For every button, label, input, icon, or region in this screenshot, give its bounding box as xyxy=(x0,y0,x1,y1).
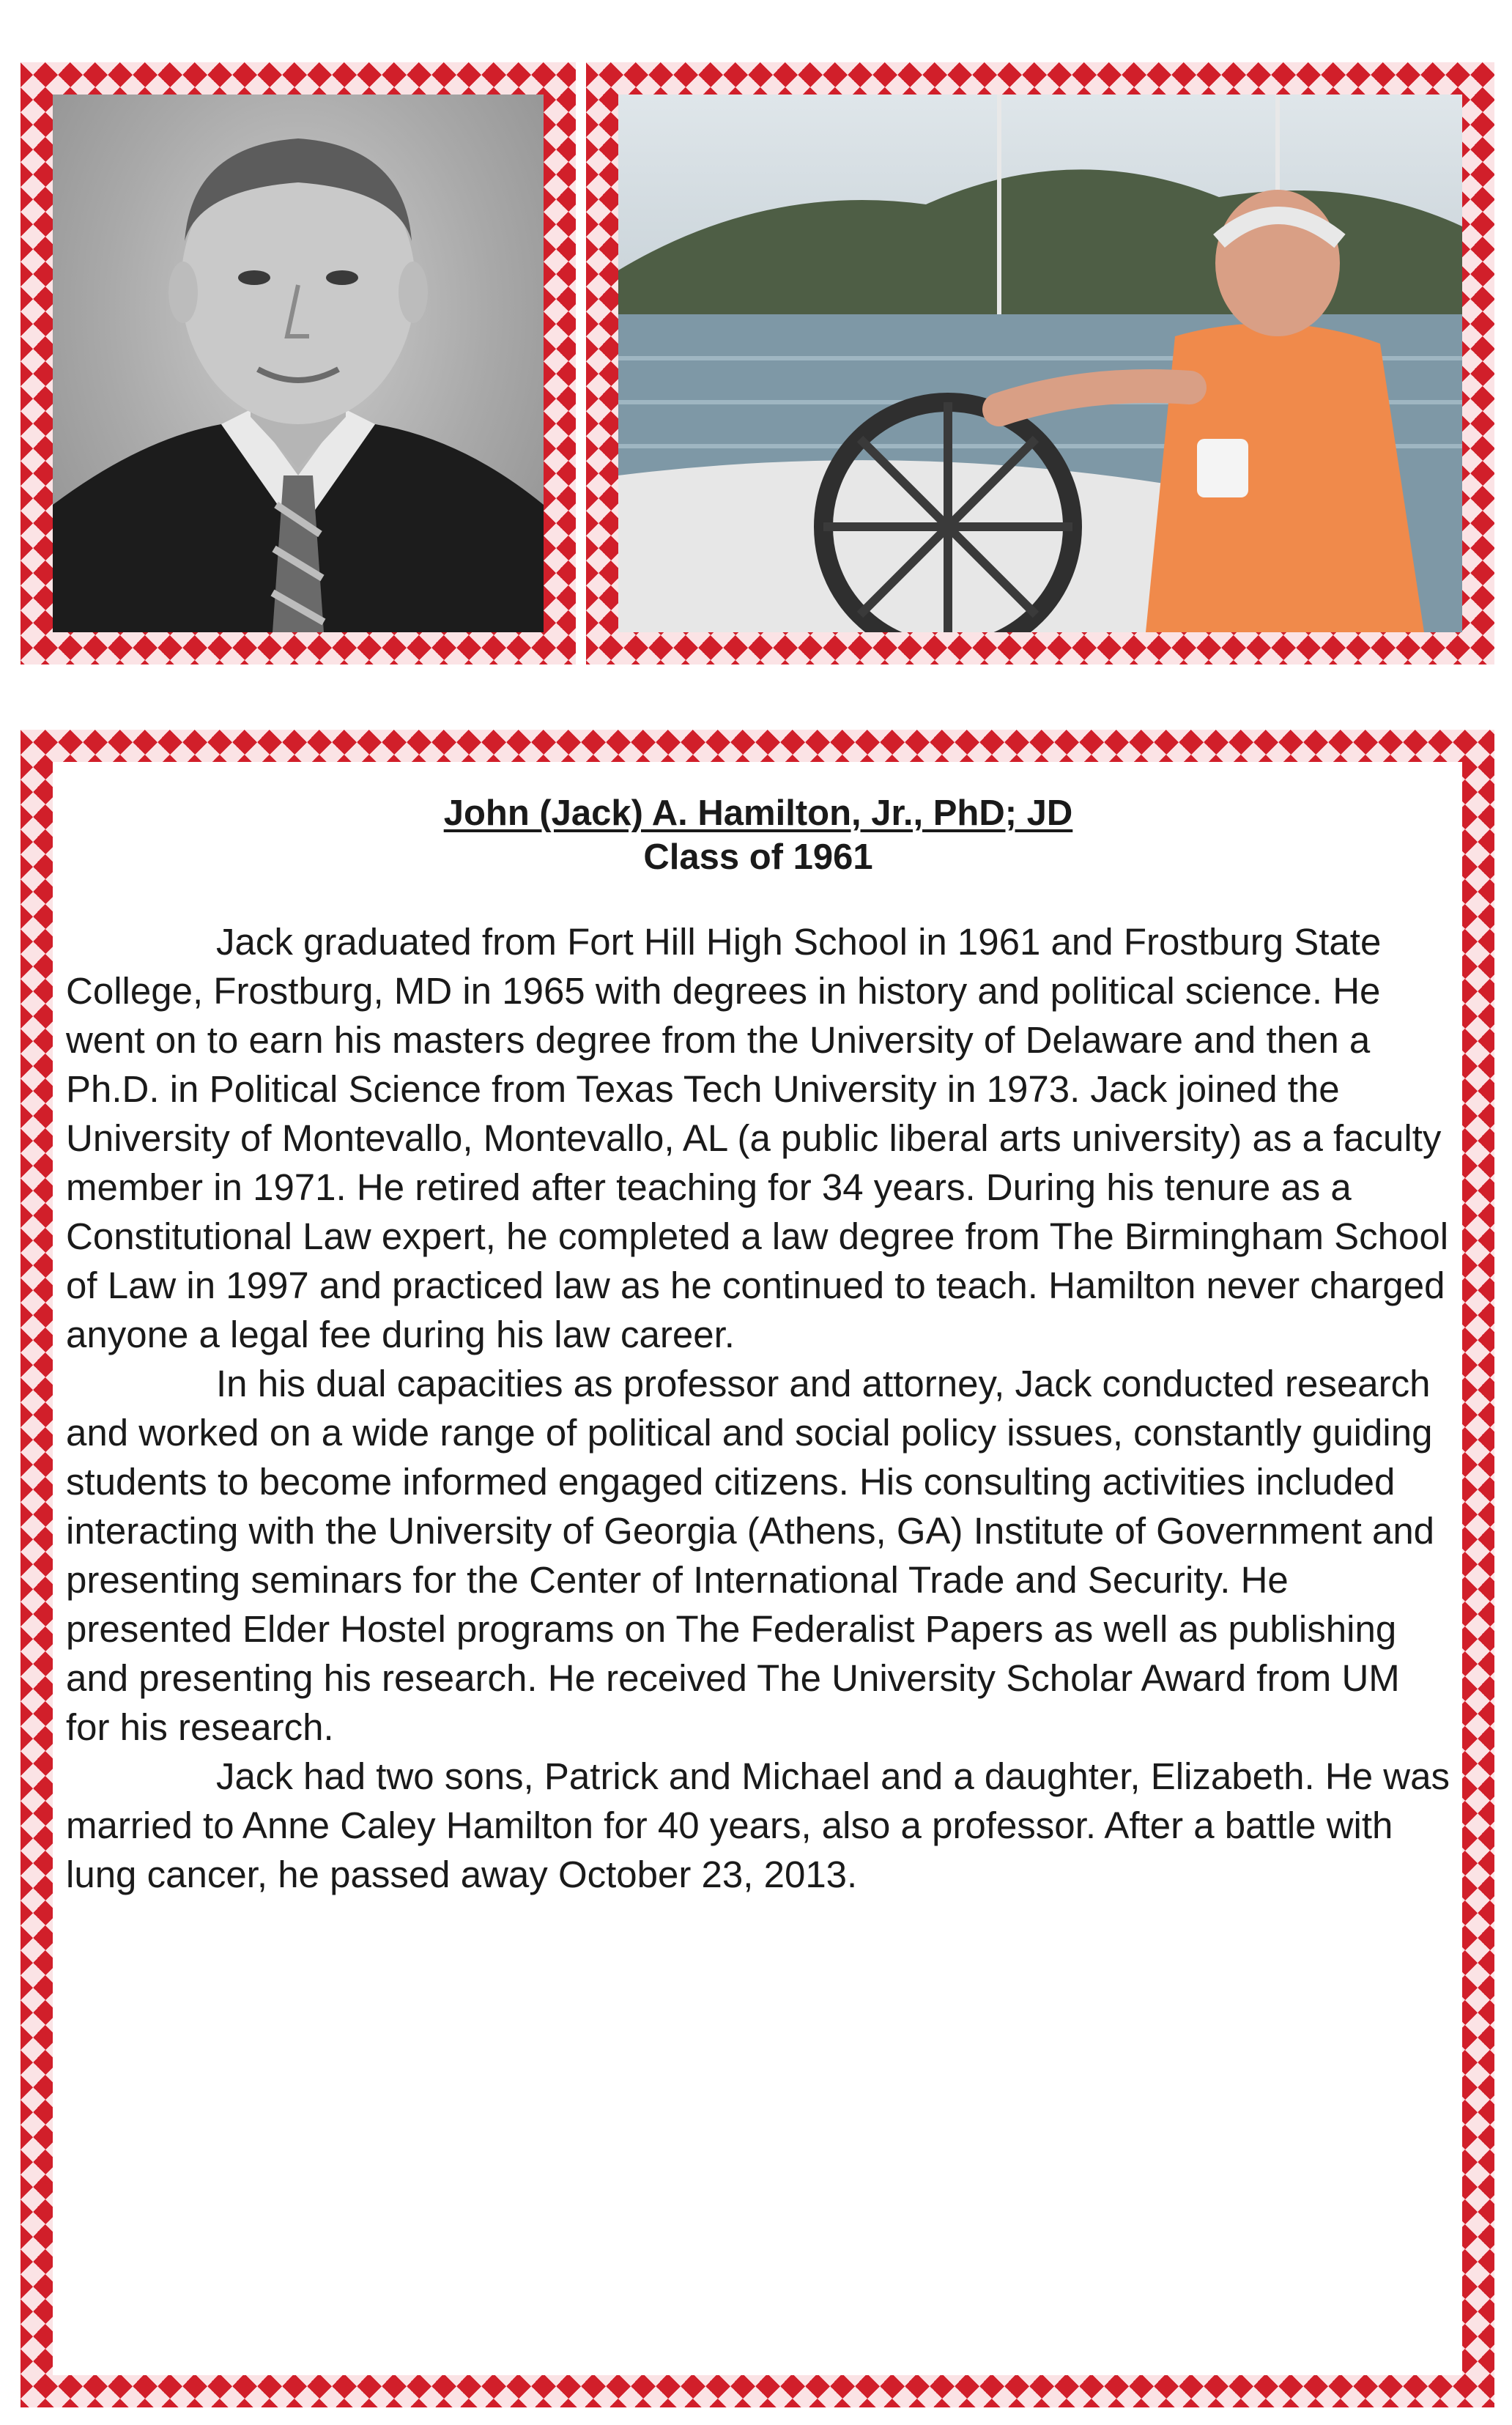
bio-paragraph-family: Jack had two sons, Patrick and Michael and a daughter, Elizabeth. He was married to Anne Caley Hamilton for 40 years, also a professor. After a battle with lung cancer, he passed away October 23, 2013. xyxy=(66,1755,1450,1895)
class-year-heading: Class of 1961 xyxy=(643,837,873,877)
bio-paragraph-education: Jack graduated from Fort Hill High School in 1961 and Frostburg State College, Frostburg, MD in 1965 with degrees in history and political science. He went on to earn his masters degree from the University of Delaware and then a Ph.D. in Political Science from Texas Tech University in 1973. Jack joined the University of Montevallo, Montevallo, AL (a public liberal arts university) as a faculty member in 1971. He retired after teaching for 34 years. During his tenure as a Constitutional Law expert, he completed a law degree from The Birmingham School of Law in 1997 and practiced law as he continued to teach. Hamilton never charged anyone a legal fee during his law career. xyxy=(66,921,1449,1355)
young-portrait-photo xyxy=(53,95,544,632)
bio-content xyxy=(66,777,1450,2374)
young-portrait-illustration xyxy=(53,95,544,632)
sailing-photo-frame xyxy=(586,62,1494,664)
sailing-illustration xyxy=(618,95,1462,632)
bio-paragraph-career: In his dual capacities as professor and attorney, Jack conducted research and worked on a wide range of political and social policy issues, constantly guiding students to become informed engaged citizens. His consulting activities included interacting with the University of Georgia (Athens, GA) Institute of Government and presenting seminars for the Center of International Trade and Security. He presented Elder Hostel programs on The Federalist Papers as well as publishing and presenting his research. He received The University Scholar Award from UM for his research. xyxy=(66,1363,1435,1748)
portrait-photo-frame xyxy=(21,62,576,664)
sailing-photo xyxy=(618,95,1462,632)
bio-name-heading: John (Jack) A. Hamilton, Jr., PhD; JD xyxy=(443,793,1073,833)
